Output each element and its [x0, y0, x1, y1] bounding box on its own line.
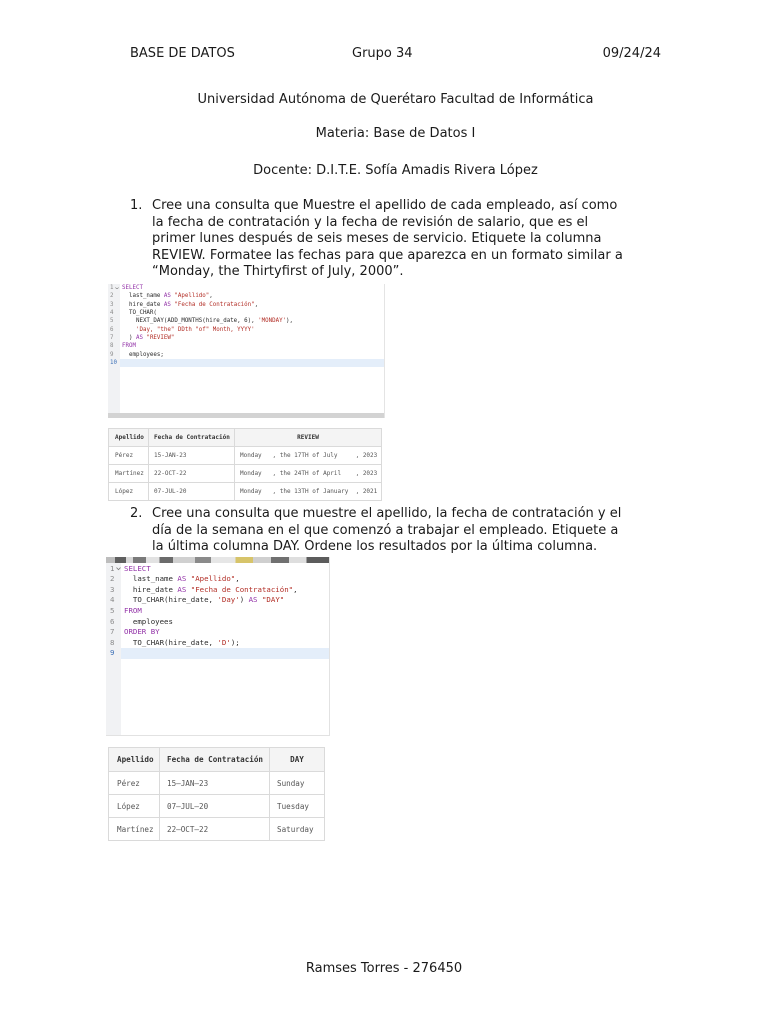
- header-course: BASE DE DATOS: [130, 46, 235, 61]
- line-number: 10: [110, 359, 117, 366]
- table-row: [109, 465, 382, 483]
- code-line[interactable]: [108, 351, 384, 359]
- horizontal-scrollbar[interactable]: [108, 413, 384, 418]
- code-line[interactable]: [108, 342, 384, 350]
- code-text[interactable]: [124, 638, 240, 649]
- code-token-string: "Apellido": [174, 293, 210, 300]
- code-token-plain: );: [230, 637, 240, 647]
- code-token-keyword: SELECT: [124, 563, 151, 573]
- table-cell: 22-OCT-22: [149, 465, 235, 483]
- page-footer: Ramses Torres - 276450: [305, 961, 463, 976]
- code-text[interactable]: [122, 301, 258, 309]
- table-cell: 22–OCT–22: [160, 818, 270, 841]
- code-text[interactable]: [124, 564, 151, 575]
- code-token-keyword: AS: [177, 584, 187, 594]
- code-line[interactable]: [108, 309, 384, 317]
- line-number: 1: [110, 563, 115, 573]
- code-token-plain: last_name: [122, 293, 164, 300]
- code-line[interactable]: [108, 334, 384, 342]
- code-line[interactable]: [106, 638, 329, 649]
- code-token-plain: hire_date: [122, 301, 164, 308]
- code-token-string: "Apellido": [190, 574, 236, 584]
- table-row: [109, 772, 325, 795]
- line-number: 5: [110, 318, 114, 325]
- table-cell: Pérez: [109, 772, 160, 795]
- code-text[interactable]: [124, 627, 160, 638]
- code-token-plain: employees;: [122, 351, 164, 358]
- code-token-keyword: ORDER BY: [124, 627, 160, 637]
- table-cell: 15-JAN-23: [149, 447, 235, 465]
- code-line[interactable]: [106, 564, 329, 575]
- column-header[interactable]: REVIEW: [235, 429, 382, 447]
- code-line[interactable]: [106, 585, 329, 596]
- table-row: [109, 447, 382, 465]
- table-cell: Martínez: [109, 465, 149, 483]
- code-token-keyword: FROM: [124, 606, 142, 616]
- table-cell: Tuesday: [270, 795, 325, 818]
- code-token-plain: TO_CHAR(hire_date,: [124, 637, 218, 647]
- exercise-text-line: “Monday, the Thirtyfirst of July, 2000”.: [152, 264, 404, 279]
- code-line[interactable]: [106, 606, 329, 617]
- table-row: [109, 818, 325, 841]
- query-result-table: [108, 428, 382, 501]
- table-header-row: [109, 429, 382, 447]
- exercise-text-line: día de la semana en el que comenzó a trabajar el empleado. Etiquete a: [152, 522, 619, 538]
- column-header[interactable]: Fecha de Contratación: [149, 429, 235, 447]
- exercise-2-text: [152, 506, 621, 556]
- code-token-keyword: FROM: [122, 343, 136, 350]
- code-token-plain: [122, 327, 136, 333]
- code-text[interactable]: [122, 317, 293, 325]
- column-header[interactable]: DAY: [270, 748, 325, 772]
- table-cell: 07-JUL-20: [149, 483, 235, 501]
- code-token-string: 'Day, "the" DDth "of" Month, YYYY': [135, 326, 255, 333]
- table-cell: Monday , the 24TH of April , 2023: [235, 465, 382, 483]
- line-number: 3: [110, 584, 115, 594]
- code-token-plain: last_name: [124, 574, 178, 584]
- code-token-keyword: AS: [163, 301, 171, 308]
- code-token-plain: TO_CHAR(hire_date,: [124, 595, 218, 605]
- code-lines: [106, 564, 329, 659]
- column-header[interactable]: Apellido: [109, 429, 149, 447]
- active-code-line[interactable]: [106, 648, 329, 659]
- chevron-down-icon[interactable]: [116, 567, 121, 570]
- table-cell: López: [109, 483, 149, 501]
- column-header[interactable]: Fecha de Contratación: [160, 748, 270, 772]
- code-token-keyword: AS: [177, 574, 187, 584]
- code-token-string: "Fecha de Contratación": [174, 301, 255, 308]
- active-code-line[interactable]: [108, 359, 384, 367]
- code-token-plain: NEXT_DAY(ADD_MONTHS(hire_date, 6),: [122, 318, 259, 325]
- code-line[interactable]: [108, 292, 384, 300]
- line-number: 8: [110, 343, 114, 350]
- table-row: [109, 795, 325, 818]
- table-row: [109, 483, 382, 501]
- code-text[interactable]: [124, 585, 298, 596]
- list-number: 2.: [130, 506, 143, 521]
- table-cell: 15–JAN–23: [160, 772, 270, 795]
- code-token-string: 'Day': [217, 595, 240, 605]
- exercise-text-line: la fecha de contratación y la fecha de revisión de salario, que es el: [152, 214, 589, 230]
- line-number: 1: [110, 285, 114, 291]
- editor-toolbar-strip: [106, 557, 329, 563]
- code-token-plain: ,: [254, 301, 259, 308]
- code-line[interactable]: [108, 301, 384, 309]
- code-token-string: "DAY": [261, 595, 285, 605]
- list-number: 1.: [130, 198, 143, 213]
- code-token-string: 'MONDAY': [258, 318, 287, 325]
- line-number: 5: [110, 606, 115, 616]
- code-line[interactable]: [106, 617, 329, 628]
- code-text[interactable]: [122, 334, 174, 342]
- code-token-plain: ): [239, 595, 249, 605]
- table-cell: Monday , the 17TH of July , 2023: [235, 447, 382, 465]
- exercise-1-text: [152, 198, 623, 281]
- code-token-plain: ),: [286, 318, 294, 325]
- exercise-text-line: primer lunes después de seis meses de servicio. Etiquete la columna: [152, 231, 602, 246]
- university-title: Universidad Autónoma de Querétaro Facultad de Informática: [197, 92, 594, 107]
- table-cell: Pérez: [109, 447, 149, 465]
- teacher-title: Docente: D.I.T.E. Sofía Amadis Rivera López: [253, 163, 538, 178]
- code-token-string: "Fecha de Contratación": [190, 584, 294, 594]
- code-token-keyword: AS: [248, 595, 258, 605]
- line-number: 4: [110, 595, 115, 605]
- code-token-plain: ,: [293, 584, 298, 594]
- chevron-down-icon[interactable]: [115, 287, 119, 290]
- header-date: 09/24/24: [602, 46, 661, 61]
- code-token-plain: TO_CHAR(: [122, 309, 157, 316]
- code-text[interactable]: [122, 292, 213, 300]
- table-header-row: [109, 748, 325, 772]
- table-cell: Martínez: [109, 818, 160, 841]
- sql-editor-screenshot: [106, 557, 330, 736]
- line-number: 2: [110, 574, 115, 584]
- header-group: Grupo 34: [352, 46, 413, 61]
- code-token-keyword: AS: [163, 293, 171, 300]
- code-line[interactable]: [108, 326, 384, 334]
- line-number: 6: [110, 616, 115, 626]
- code-token-plain: employees: [124, 616, 173, 626]
- code-token-string: "REVIEW": [146, 334, 175, 341]
- code-line[interactable]: [106, 595, 329, 606]
- code-token-plain: ,: [235, 574, 240, 584]
- code-text[interactable]: [122, 326, 255, 334]
- code-line[interactable]: [108, 317, 384, 325]
- code-lines: [108, 284, 384, 367]
- table-cell: 07–JUL–20: [160, 795, 270, 818]
- code-token-keyword: AS: [135, 334, 143, 341]
- line-number: 6: [110, 326, 114, 333]
- code-text[interactable]: [124, 617, 173, 628]
- table-cell: Monday , the 13TH of January , 2021: [235, 483, 382, 501]
- table-cell: Sunday: [270, 772, 325, 795]
- code-line[interactable]: [106, 574, 329, 585]
- exercise-text-line: Cree una consulta que muestre el apellido, la fecha de contratación y el: [152, 506, 622, 521]
- code-line[interactable]: [108, 284, 384, 292]
- code-text[interactable]: [124, 574, 240, 585]
- code-text[interactable]: [122, 284, 143, 292]
- exercise-text-line: la última columna DAY. Ordene los resultados por la última columna.: [152, 539, 598, 554]
- column-header[interactable]: Apellido: [109, 748, 160, 772]
- code-token-plain: ): [122, 334, 136, 341]
- sql-editor-screenshot: [108, 284, 385, 418]
- exercise-text-line: REVIEW. Formatee las fechas para que aparezca en un formato similar a: [152, 247, 623, 263]
- code-text[interactable]: [122, 342, 136, 350]
- subject-title: Materia: Base de Datos I: [315, 126, 476, 141]
- line-number: 7: [110, 334, 114, 341]
- line-number: 4: [110, 309, 114, 316]
- line-number: 9: [110, 648, 115, 658]
- code-text[interactable]: [122, 351, 164, 359]
- line-number: 2: [110, 293, 114, 300]
- table-cell: Saturday: [270, 818, 325, 841]
- code-line[interactable]: [106, 627, 329, 638]
- code-token-string: 'D': [217, 637, 231, 647]
- code-token-plain: hire_date: [124, 584, 178, 594]
- line-number: 9: [110, 351, 114, 358]
- code-text[interactable]: [124, 595, 284, 606]
- query-result-table: [108, 747, 325, 841]
- line-number: 3: [110, 301, 114, 308]
- code-text[interactable]: [122, 309, 157, 317]
- line-number: 8: [110, 637, 115, 647]
- code-text[interactable]: [124, 606, 142, 617]
- line-number: 7: [110, 627, 115, 637]
- code-token-plain: ,: [209, 293, 213, 300]
- exercise-text-line: Cree una consulta que Muestre el apellido de cada empleado, así como: [152, 198, 618, 213]
- table-cell: López: [109, 795, 160, 818]
- code-token-keyword: SELECT: [122, 285, 143, 291]
